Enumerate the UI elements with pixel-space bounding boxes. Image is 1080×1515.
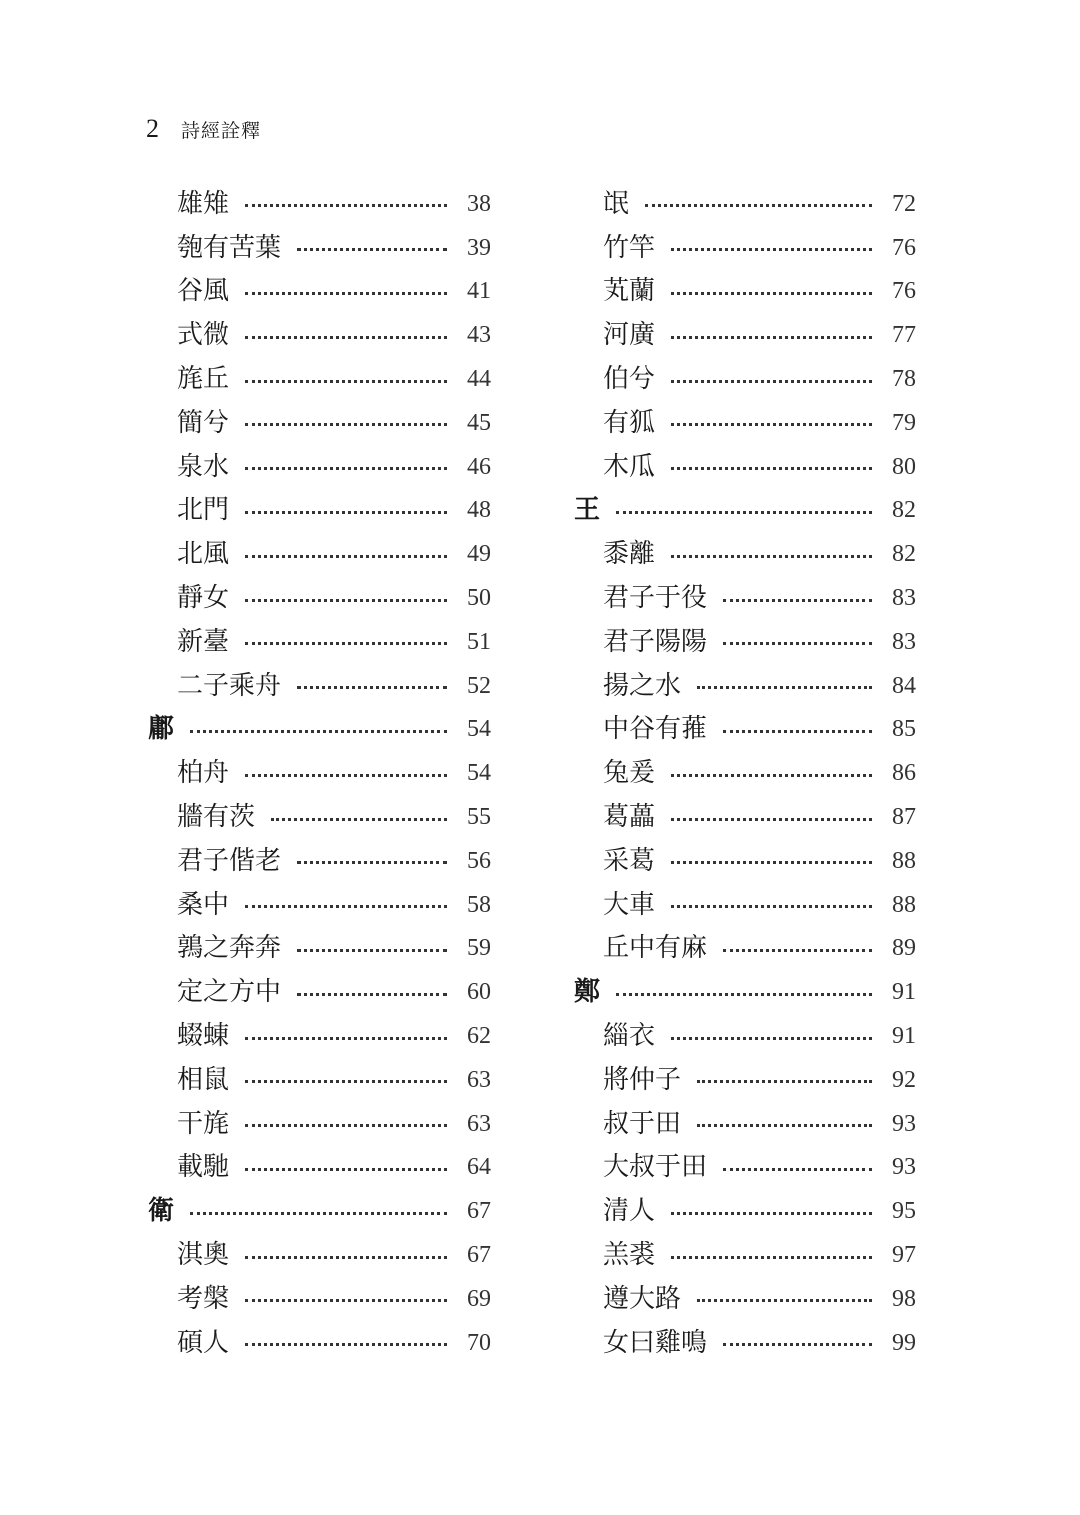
toc-entry <box>574 883 916 927</box>
dot-leader <box>245 292 447 295</box>
dot-leader <box>245 774 447 777</box>
page-ref: 93 <box>892 1154 916 1181</box>
dot-leader <box>245 336 447 339</box>
entry-title: 新臺 <box>177 626 230 657</box>
entry-title: 丘中有麻 <box>603 933 708 964</box>
dot-leader <box>697 1299 872 1302</box>
entry-title: 君子偕老 <box>177 845 282 876</box>
entry-title: 柏舟 <box>177 758 230 789</box>
entry-title: 靜女 <box>177 583 230 614</box>
toc-entry <box>148 664 491 708</box>
page-ref: 86 <box>892 760 916 787</box>
page-ref: 62 <box>467 1023 491 1050</box>
entry-title: 定之方中 <box>177 977 282 1008</box>
page-ref: 56 <box>467 847 491 874</box>
entry-title: 將仲子 <box>603 1064 682 1095</box>
page-ref: 79 <box>892 409 916 436</box>
page-ref: 45 <box>467 409 491 436</box>
dot-leader <box>245 1343 447 1346</box>
toc-entry <box>148 1058 491 1102</box>
entry-title: 叔于田 <box>603 1108 682 1139</box>
page-ref: 82 <box>892 541 916 568</box>
toc-entry <box>574 226 916 270</box>
toc-entry <box>148 839 491 883</box>
page-ref: 70 <box>467 1329 491 1356</box>
toc-entry <box>574 1189 916 1233</box>
dot-leader <box>671 248 872 251</box>
page-ref: 76 <box>892 278 916 305</box>
toc-entry <box>574 1014 916 1058</box>
toc-entry <box>148 401 491 445</box>
page-ref: 82 <box>892 497 916 524</box>
page-ref: 41 <box>467 278 491 305</box>
entry-title: 雄雉 <box>177 188 230 219</box>
entry-title: 桑中 <box>177 889 230 920</box>
book-title: 詩經詮釋 <box>181 120 262 142</box>
page-ref: 88 <box>892 891 916 918</box>
dot-leader <box>190 730 447 733</box>
dot-leader <box>671 1256 872 1259</box>
toc-entry <box>574 1102 916 1146</box>
entry-title: 河廣 <box>603 320 656 351</box>
dot-leader <box>671 774 872 777</box>
page-ref: 48 <box>467 497 491 524</box>
page-ref: 46 <box>467 453 491 480</box>
dot-leader <box>723 1168 872 1171</box>
toc-column-right <box>574 182 916 1365</box>
page-number: 2 <box>146 114 159 143</box>
page-ref: 63 <box>467 1066 491 1093</box>
dot-leader <box>671 336 872 339</box>
entry-title: 鄭 <box>574 977 601 1008</box>
dot-leader <box>723 642 872 645</box>
toc-entry <box>148 751 491 795</box>
entry-title: 兔爰 <box>603 758 656 789</box>
toc-entry <box>574 401 916 445</box>
entry-title: 氓 <box>603 188 630 219</box>
dot-leader <box>671 380 872 383</box>
page-ref: 91 <box>892 1023 916 1050</box>
entry-title: 大叔于田 <box>603 1152 708 1183</box>
toc-section-heading <box>574 970 916 1014</box>
page-ref: 64 <box>467 1154 491 1181</box>
toc-entry <box>574 664 916 708</box>
entry-title: 北門 <box>177 495 230 526</box>
entry-title: 伯兮 <box>603 364 656 395</box>
dot-leader <box>245 1124 447 1127</box>
entry-title: 蝃蝀 <box>177 1021 230 1052</box>
dot-leader <box>671 861 872 864</box>
dot-leader <box>245 905 447 908</box>
entry-title: 女曰雞鳴 <box>603 1327 708 1358</box>
page-ref: 58 <box>467 891 491 918</box>
toc-entry <box>148 1321 491 1365</box>
page-ref: 85 <box>892 716 916 743</box>
toc-entry <box>574 532 916 576</box>
entry-title: 匏有苦葉 <box>177 232 282 263</box>
dot-leader <box>723 599 872 602</box>
toc-entry <box>574 445 916 489</box>
running-header <box>146 114 261 150</box>
entry-title: 有狐 <box>603 407 656 438</box>
toc-entry <box>574 357 916 401</box>
page-ref: 76 <box>892 234 916 261</box>
page-ref: 51 <box>467 628 491 655</box>
toc-entry <box>148 970 491 1014</box>
toc-entry <box>574 1233 916 1277</box>
dot-leader <box>671 818 872 821</box>
toc-entry <box>574 270 916 314</box>
toc-entry <box>148 1277 491 1321</box>
entry-title: 考槃 <box>177 1283 230 1314</box>
page-ref: 54 <box>467 716 491 743</box>
toc-entry <box>148 182 491 226</box>
dot-leader <box>297 949 447 952</box>
toc-entry <box>148 795 491 839</box>
dot-leader <box>671 1212 872 1215</box>
dot-leader <box>297 993 447 996</box>
page-ref: 78 <box>892 366 916 393</box>
toc-entry <box>574 313 916 357</box>
dot-leader <box>245 380 447 383</box>
page-ref: 93 <box>892 1110 916 1137</box>
dot-leader <box>671 292 872 295</box>
page-ref: 59 <box>467 935 491 962</box>
toc-entry <box>148 445 491 489</box>
dot-leader <box>245 423 447 426</box>
entry-title: 木瓜 <box>603 451 656 482</box>
toc-entry <box>148 532 491 576</box>
page-ref: 83 <box>892 585 916 612</box>
entry-title: 載馳 <box>177 1152 230 1183</box>
entry-title: 中谷有蓷 <box>603 714 708 745</box>
dot-leader <box>245 1037 447 1040</box>
dot-leader <box>671 467 872 470</box>
entry-title: 清人 <box>603 1196 656 1227</box>
entry-title: 泉水 <box>177 451 230 482</box>
toc-entry <box>574 1146 916 1190</box>
dot-leader <box>671 555 872 558</box>
dot-leader <box>245 1256 447 1259</box>
dot-leader <box>697 1080 872 1083</box>
toc-section-heading <box>148 1189 491 1233</box>
toc-entry <box>148 1014 491 1058</box>
page-ref: 97 <box>892 1242 916 1269</box>
entry-title: 谷風 <box>177 276 230 307</box>
page-ref: 50 <box>467 585 491 612</box>
dot-leader <box>697 686 872 689</box>
dot-leader <box>671 1037 872 1040</box>
toc-entry <box>148 576 491 620</box>
toc-entry <box>574 182 916 226</box>
toc-section-heading <box>574 489 916 533</box>
page-ref: 84 <box>892 672 916 699</box>
toc-entry <box>148 1233 491 1277</box>
dot-leader <box>697 1124 872 1127</box>
dot-leader <box>671 423 872 426</box>
page-ref: 39 <box>467 234 491 261</box>
entry-title: 大車 <box>603 889 656 920</box>
entry-title: 牆有茨 <box>177 802 256 833</box>
dot-leader <box>245 555 447 558</box>
entry-title: 相鼠 <box>177 1064 230 1095</box>
page-ref: 54 <box>467 760 491 787</box>
entry-title: 王 <box>574 495 601 526</box>
toc-entry <box>574 1058 916 1102</box>
dot-leader <box>616 993 872 996</box>
entry-title: 葛藟 <box>603 802 656 833</box>
page-ref: 87 <box>892 804 916 831</box>
page-ref: 43 <box>467 322 491 349</box>
dot-leader <box>245 1168 447 1171</box>
toc-entry <box>574 708 916 752</box>
toc-column-left <box>148 182 491 1365</box>
entry-title: 遵大路 <box>603 1283 682 1314</box>
toc-entry <box>574 1277 916 1321</box>
entry-title: 式微 <box>177 320 230 351</box>
entry-title: 芄蘭 <box>603 276 656 307</box>
page-ref: 49 <box>467 541 491 568</box>
toc-entry <box>574 620 916 664</box>
page-ref: 88 <box>892 847 916 874</box>
toc-entry <box>148 927 491 971</box>
toc-entry <box>574 839 916 883</box>
page-ref: 72 <box>892 190 916 217</box>
dot-leader <box>297 248 447 251</box>
page-ref: 77 <box>892 322 916 349</box>
page-ref: 69 <box>467 1285 491 1312</box>
toc-entry <box>148 226 491 270</box>
entry-title: 干旄 <box>177 1108 230 1139</box>
page-ref: 98 <box>892 1285 916 1312</box>
dot-leader <box>723 730 872 733</box>
toc-entry <box>574 751 916 795</box>
toc-entry <box>574 1321 916 1365</box>
toc-entry <box>148 270 491 314</box>
page-ref: 55 <box>467 804 491 831</box>
entry-title: 碩人 <box>177 1327 230 1358</box>
page-ref: 63 <box>467 1110 491 1137</box>
page-ref: 52 <box>467 672 491 699</box>
page-ref: 91 <box>892 979 916 1006</box>
page-ref: 44 <box>467 366 491 393</box>
dot-leader <box>245 511 447 514</box>
page-ref: 80 <box>892 453 916 480</box>
dot-leader <box>671 905 872 908</box>
toc-entry <box>148 357 491 401</box>
dot-leader <box>245 467 447 470</box>
page-ref: 83 <box>892 628 916 655</box>
entry-title: 北風 <box>177 539 230 570</box>
toc-entry <box>574 927 916 971</box>
dot-leader <box>245 204 447 207</box>
toc-entry <box>148 489 491 533</box>
entry-title: 羔裘 <box>603 1240 656 1271</box>
entry-title: 淇奧 <box>177 1240 230 1271</box>
page-ref: 38 <box>467 190 491 217</box>
dot-leader <box>245 1299 447 1302</box>
entry-title: 黍離 <box>603 539 656 570</box>
dot-leader <box>245 642 447 645</box>
entry-title: 鄘 <box>148 714 175 745</box>
page-ref: 89 <box>892 935 916 962</box>
entry-title: 君子于役 <box>603 583 708 614</box>
entry-title: 竹竿 <box>603 232 656 263</box>
toc-entry <box>148 620 491 664</box>
toc-entry <box>148 883 491 927</box>
entry-title: 二子乘舟 <box>177 670 282 701</box>
entry-title: 衛 <box>148 1196 175 1227</box>
entry-title: 簡兮 <box>177 407 230 438</box>
entry-title: 揚之水 <box>603 670 682 701</box>
toc-entry <box>148 313 491 357</box>
toc-entry <box>574 576 916 620</box>
dot-leader <box>190 1212 447 1215</box>
page-ref: 67 <box>467 1198 491 1225</box>
toc-entry <box>574 795 916 839</box>
dot-leader <box>245 599 447 602</box>
entry-title: 旄丘 <box>177 364 230 395</box>
entry-title: 緇衣 <box>603 1021 656 1052</box>
page-ref: 92 <box>892 1066 916 1093</box>
page-ref: 95 <box>892 1198 916 1225</box>
dot-leader <box>645 204 872 207</box>
dot-leader <box>723 1343 872 1346</box>
dot-leader <box>723 949 872 952</box>
page-ref: 67 <box>467 1242 491 1269</box>
toc-entry <box>148 1146 491 1190</box>
toc-entry <box>148 1102 491 1146</box>
toc-section-heading <box>148 708 491 752</box>
dot-leader <box>616 511 872 514</box>
entry-title: 鶉之奔奔 <box>177 933 282 964</box>
dot-leader <box>297 861 447 864</box>
entry-title: 君子陽陽 <box>603 626 708 657</box>
entry-title: 采葛 <box>603 845 656 876</box>
page-ref: 99 <box>892 1329 916 1356</box>
dot-leader <box>297 686 447 689</box>
page-ref: 60 <box>467 979 491 1006</box>
dot-leader <box>245 1080 447 1083</box>
dot-leader <box>271 818 447 821</box>
